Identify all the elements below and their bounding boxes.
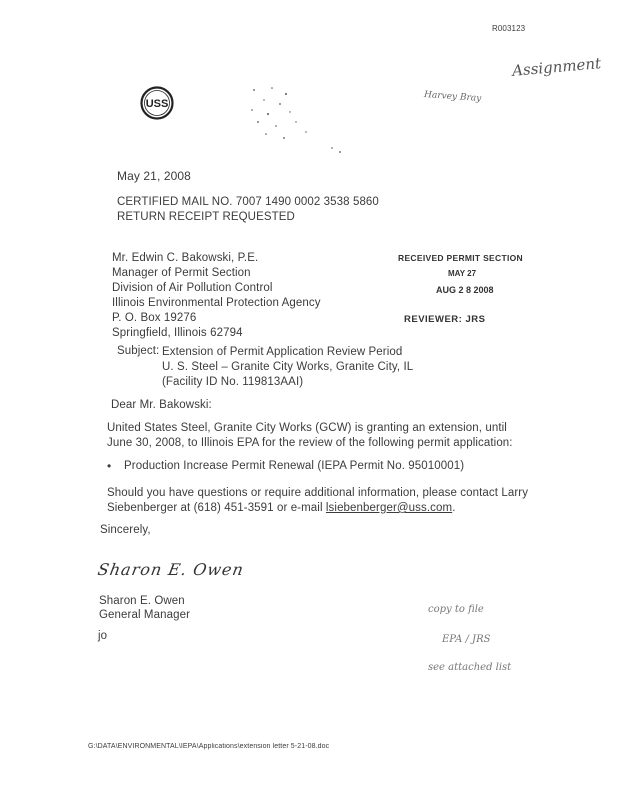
footer-file-path: G:\DATA\ENVIRONMENTAL\IEPA\Applications\extension letter 5-21-08.doc [88,743,330,750]
subject-label: Subject: [117,345,160,357]
bullet-item: Production Increase Permit Renewal (IEPA Permit No. 95010001) [124,460,465,472]
letter-date: May 21, 2008 [117,169,191,183]
body-p2-line-1: Should you have questions or require additional information, please contact Larry [107,487,529,499]
recipient-division: Division of Air Pollution Control [112,282,273,294]
recipient-po-box: P. O. Box 19276 [112,312,197,324]
typist-initials: jo [98,630,108,642]
handwritten-assignment-note: Assignment [511,54,602,80]
stamp-line-3: AUG 2 8 2008 [436,285,494,295]
recipient-name: Mr. Edwin C. Bakowski, P.E. [112,252,259,264]
handwritten-note-3: see attached list [428,662,512,673]
closing: Sincerely, [100,524,151,536]
body-p1-line-1: United States Steel, Granite City Works (GCW) is granting an extension, until [107,422,507,434]
handwritten-note-2: EPA / JRS [442,634,491,645]
recipient-address [112,251,362,339]
certified-mail-line: CERTIFIED MAIL NO. 7007 1490 0002 3538 5860 [117,196,379,208]
return-receipt-line: RETURN RECEIPT REQUESTED [117,211,295,223]
recipient-agency: Illinois Environmental Protection Agency [112,297,321,309]
logo-text: USS [145,98,169,110]
bullet-marker: • [107,459,112,473]
body-p2-line-2-suffix: . [452,502,456,514]
body-p2-line-2-prefix: Siebenberger at (618) 451-3591 or e-mail [107,502,326,514]
body-p1-line-2: June 30, 2008, to Illinois EPA for the review of the following permit application: [107,437,513,449]
stamp-line-4: REVIEWER: JRS [404,314,486,325]
subject-line-3: (Facility ID No. 119813AAI) [162,376,304,388]
handwritten-note-1: copy to file [428,604,484,615]
signer-name: Sharon E. Owen [99,595,185,607]
handwritten-initials: Harvey Bray [423,90,482,104]
subject-line-1: Extension of Permit Application Review Period [162,346,403,358]
recipient-city: Springfield, Illinois 62794 [112,327,243,339]
stamp-line-2: MAY 27 [448,269,477,278]
signer-title: General Manager [99,609,190,621]
stamp-line-1: RECEIVED PERMIT SECTION [398,253,523,263]
subject-line-2: U. S. Steel – Granite City Works, Granite City, IL [162,361,414,373]
signature: Sharon E. Owen [96,560,246,579]
received-stamp [398,253,532,333]
salutation: Dear Mr. Bakowski: [111,399,212,411]
contact-email-link[interactable]: lsiebenberger@uss.com [325,502,453,514]
page-id: R003123 [492,24,526,33]
recipient-title: Manager of Permit Section [112,267,251,279]
uss-logo [140,86,174,120]
body-paragraph-1 [107,421,527,453]
body-p2-line-2 [107,501,455,516]
subject-block [162,345,422,391]
scan-speckle [246,86,356,156]
body-paragraph-2 [107,486,527,518]
